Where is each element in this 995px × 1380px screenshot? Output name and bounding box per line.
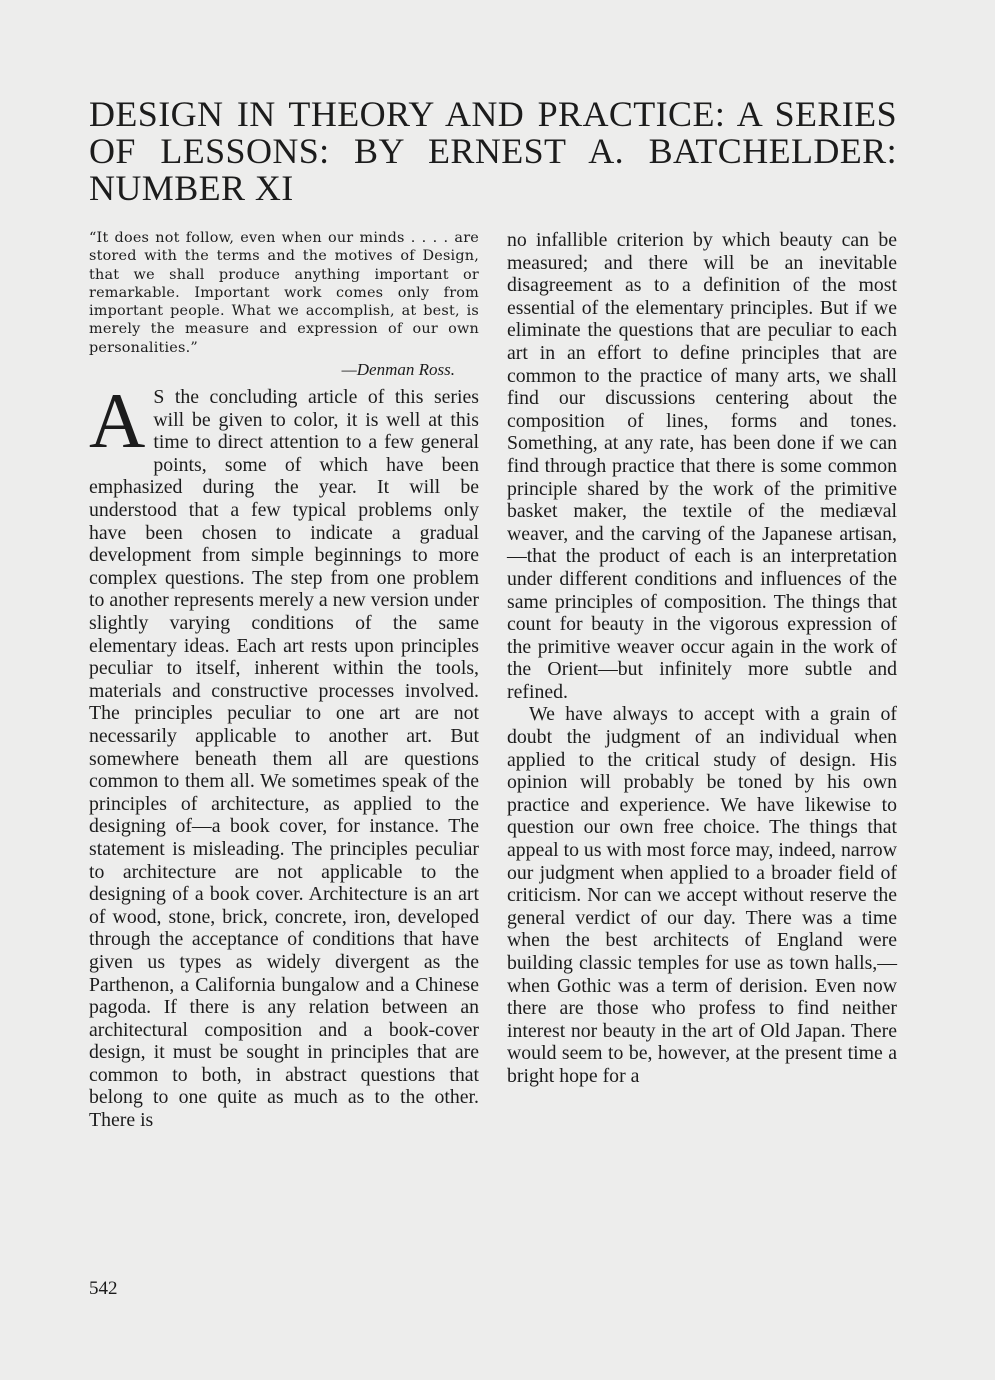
paragraph-1-right-part: no infallible criterion by which beauty can be measured; and there will be an inevitable disagreement as to a definition of the most essential of the elementary principles. But if we eliminate the questions that are peculiar to each art in an effort to define principles that are common to the practice of many arts, we shall find our discussions centering about the composition of lines, forms and tones. Something, at any rate, has been done if we can find through practice that there is some common principle shared by the work of the primitive basket maker, the textile of the mediæval weaver, and the carving of the Japanese artisan,—that the product of each is an interpretation under different conditions and influences of the same principles of composition. The things that count for beauty in the vigorous expression of the primitive weaver occur again in the work of the Orient—but infinitely more subtle and refined. xyxy=(507,229,897,703)
opening-paragraph xyxy=(89,377,479,1132)
epigraph-attribution: —Denman Ross. xyxy=(341,360,455,380)
page-number: 542 xyxy=(89,1278,118,1299)
paragraph-1-left-part: S the concluding article of this series will be given to color, it is well at this time to direct attention to a few general points, some of which have been emphasized during the year. It will be understood that a few typical problems only have been chosen to indicate a gradual development from simple beginnings to more complex questions. The step from one problem to another represents merely a new version under slightly varying conditions of the same elementary ideas. Each art rests upon principles peculiar to itself, inherent within the tools, materials and constructive processes involved. The principles peculiar to one art are not necessarily applicable to another art. But somewhere beneath them all are questions common to them all. We sometimes speak of the principles of architecture, as applied to the designing of—a book cover, for instance. The statement is misleading. The principles peculiar to architecture are not applicable to the designing of a book cover. Architecture is an art of wood, stone, brick, concrete, iron, developed through the acceptance of conditions that have given us types as widely divergent as the Parthenon, a California bungalow and a Chinese pagoda. If there is any relation between an architectural composition and a book-cover design, it must be sought in principles that are common to both, in abstract questions that belong to one quite as much as to the other. There is xyxy=(89,386,479,1132)
right-column xyxy=(507,229,897,1088)
left-column xyxy=(89,229,479,1132)
paragraph-1-continued xyxy=(507,229,897,703)
paragraph-2: We have always to accept with a grain of doubt the judgment of an individual when applied to the critical study of design. His opinion will probably be toned by his own practice and experience. We have likewise to question our own free choice. The things that appeal to us with most force may, indeed, narrow our judgment when applied to a broader field of criticism. Nor can we accept without reserve the general verdict of our day. There was a time when the best architects of England were building classic temples for use as town halls,—when Gothic was a term of derision. Even now there are those who profess to find neither interest nor beauty in the art of Old Japan. There would seem to be, however, at the present time a bright hope for a xyxy=(507,703,897,1087)
drop-cap: A xyxy=(89,377,146,465)
article-title: DESIGN IN THEORY AND PRACTICE: A SERIES OF LESSONS: BY ERNEST A. BATCHELDER: NUMBER XI xyxy=(89,94,897,208)
epigraph-quote: “It does not follow, even when our minds . . . . are stored with the terms and the motives of Design, that we shall produce anything important or remarkable. Important work comes only from important people. What we accomplish, at best, is merely the measure and expression of our own personalities.” xyxy=(89,230,479,356)
